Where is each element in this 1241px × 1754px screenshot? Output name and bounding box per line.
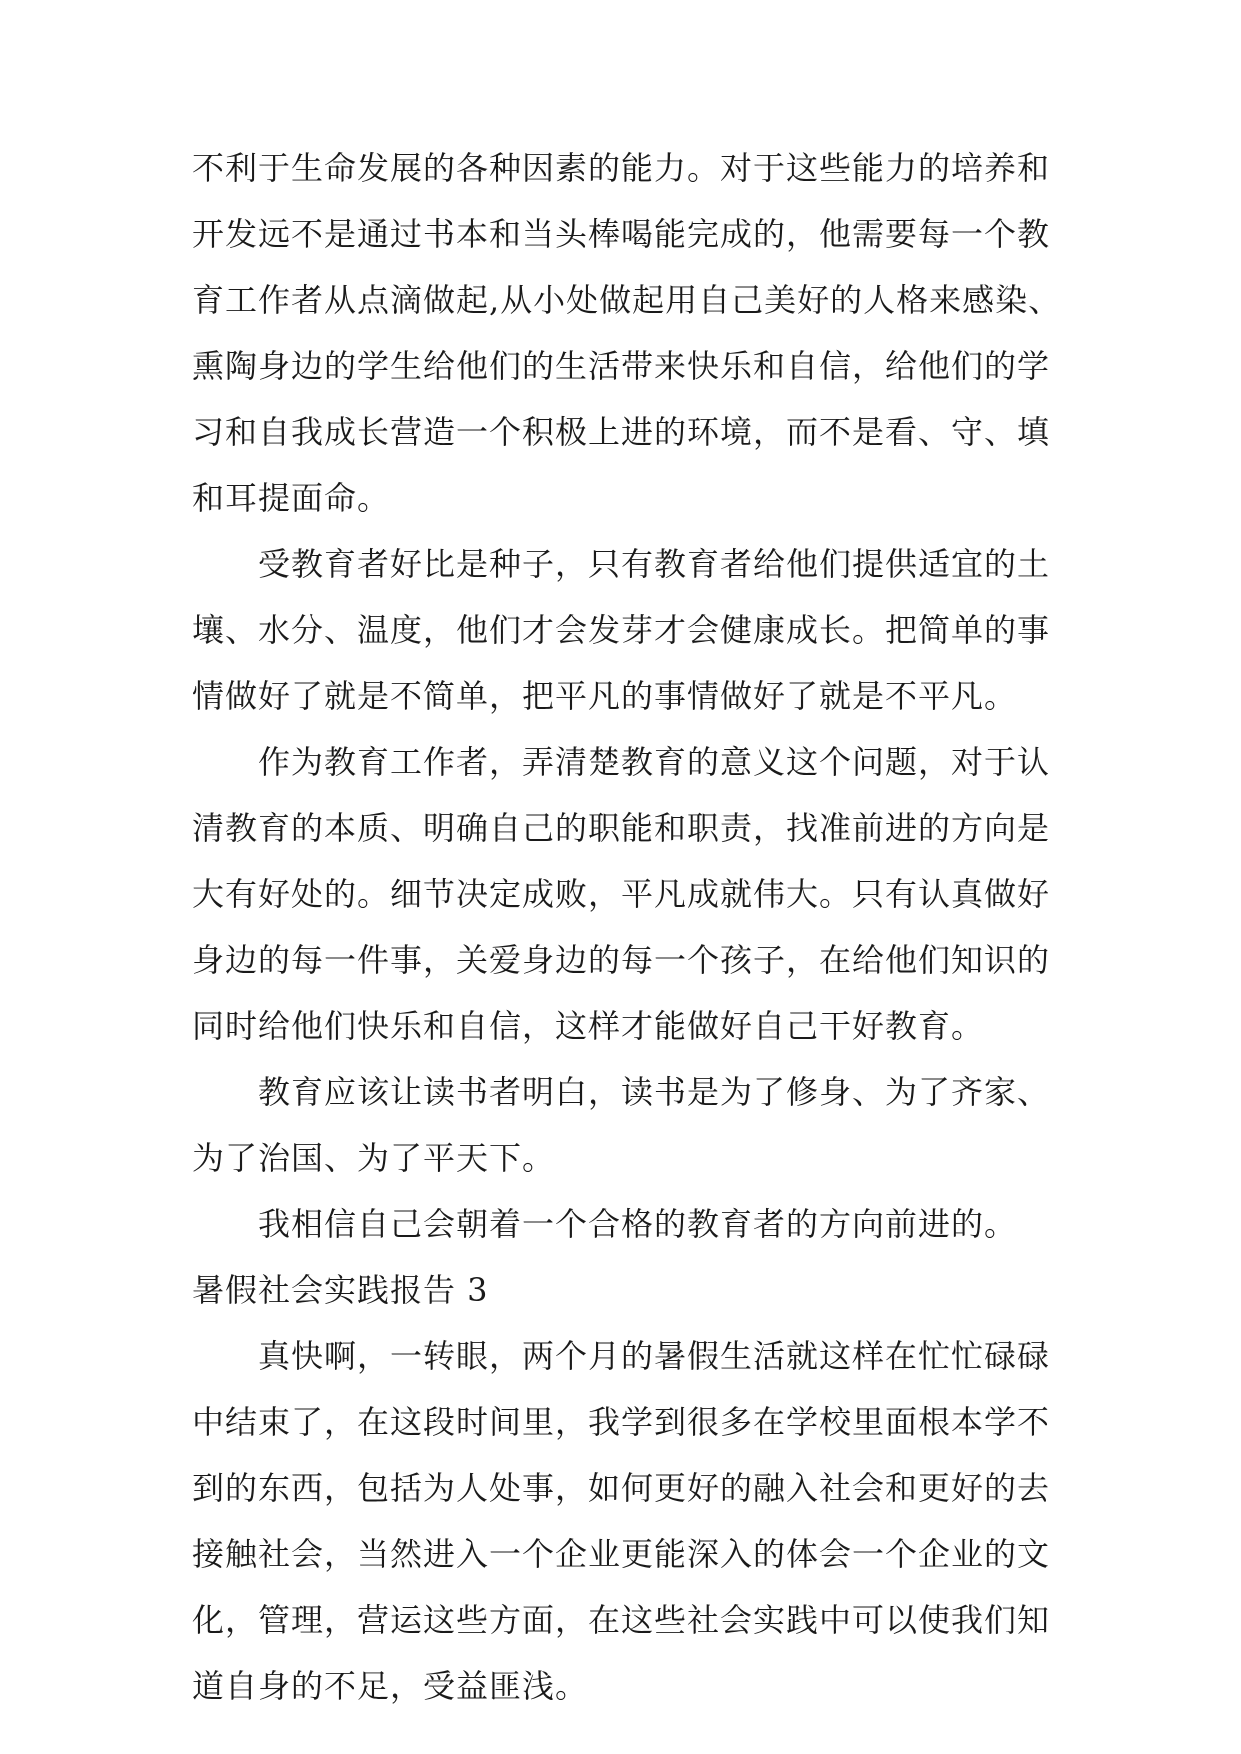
text-line: 育工作者从点滴做起,从小处做起用自己美好的人格来感染、 xyxy=(192,281,1062,319)
paragraph-start-line: 我相信自己会朝着一个合格的教育者的方向前进的。 xyxy=(258,1205,1018,1243)
text-line: 习和自我成长营造一个积极上进的环境，而不是看、守、填 xyxy=(192,413,1051,451)
text-line: 接触社会，当然进入一个企业更能深入的体会一个企业的文 xyxy=(192,1535,1051,1573)
text-line: 不利于生命发展的各种因素的能力。对于这些能力的培养和 xyxy=(192,149,1051,187)
text-line: 壤、水分、温度，他们才会发芽才会健康成长。把简单的事 xyxy=(192,611,1051,649)
paragraph-start-line: 作为教育工作者，弄清楚教育的意义这个问题，对于认 xyxy=(258,743,1051,781)
section-heading: 暑假社会实践报告 3 xyxy=(192,1271,489,1309)
text-line: 情做好了就是不简单，把平凡的事情做好了就是不平凡。 xyxy=(192,677,1018,715)
text-line: 化，管理，营运这些方面，在这些社会实践中可以使我们知 xyxy=(192,1601,1051,1639)
text-line: 道自身的不足，受益匪浅。 xyxy=(192,1667,589,1705)
paragraph-start-line: 受教育者好比是种子，只有教育者给他们提供适宜的土 xyxy=(258,545,1051,583)
paragraph-start-line: 教育应该让读书者明白，读书是为了修身、为了齐家、 xyxy=(258,1073,1051,1111)
text-line: 到的东西，包括为人处事，如何更好的融入社会和更好的去 xyxy=(192,1469,1051,1507)
text-line: 开发远不是通过书本和当头棒喝能完成的，他需要每一个教 xyxy=(192,215,1051,253)
text-line: 和耳提面命。 xyxy=(192,479,391,517)
text-line: 大有好处的。细节决定成败，平凡成就伟大。只有认真做好 xyxy=(192,875,1051,913)
paragraph-start-line: 真快啊，一转眼，两个月的暑假生活就这样在忙忙碌碌 xyxy=(258,1337,1051,1375)
text-line: 身边的每一件事，关爱身边的每一个孩子，在给他们知识的 xyxy=(192,941,1051,979)
text-line: 熏陶身边的学生给他们的生活带来快乐和自信，给他们的学 xyxy=(192,347,1051,385)
text-line: 同时给他们快乐和自信，这样才能做好自己干好教育。 xyxy=(192,1007,985,1045)
text-line: 为了治国、为了平天下。 xyxy=(192,1139,556,1177)
text-line: 清教育的本质、明确自己的职能和职责，找准前进的方向是 xyxy=(192,809,1051,847)
text-line: 中结束了，在这段时间里，我学到很多在学校里面根本学不 xyxy=(192,1403,1051,1441)
